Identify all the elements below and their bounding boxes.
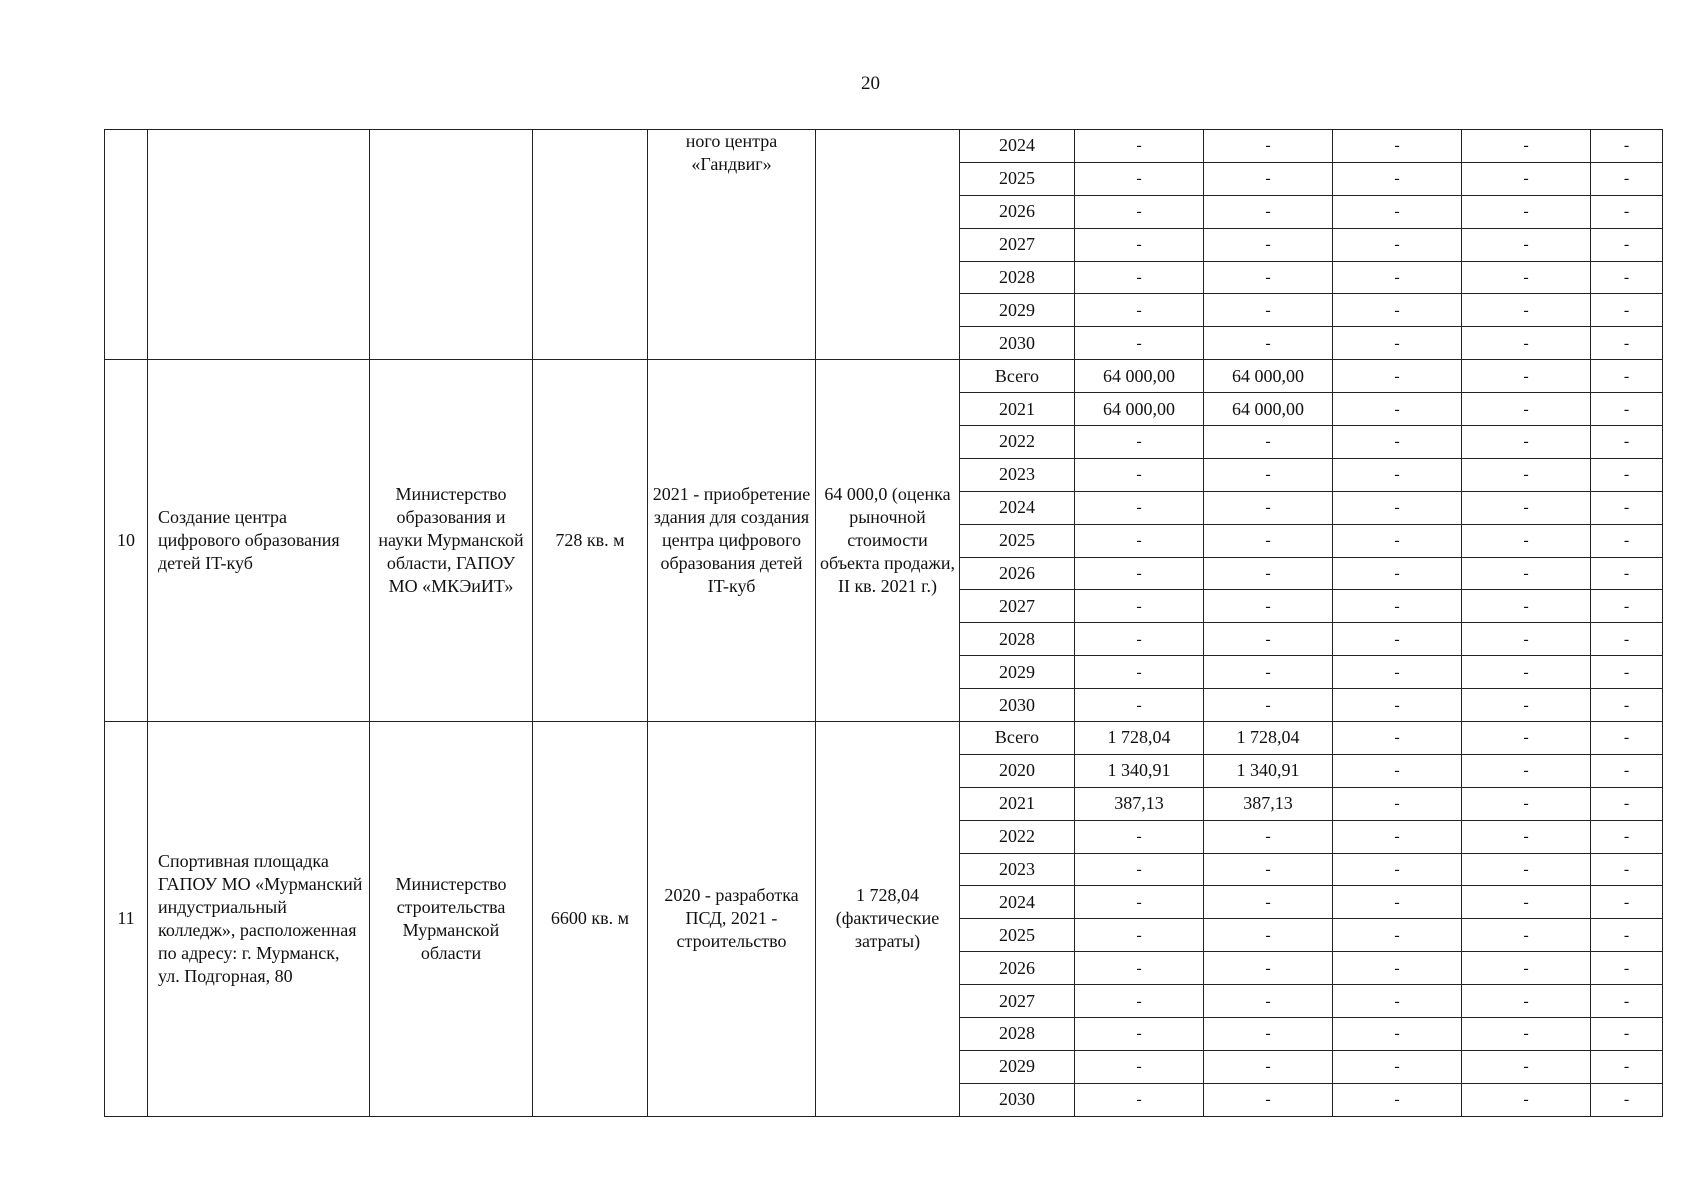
value-cell: - (1591, 590, 1663, 623)
value-cell: - (1462, 590, 1591, 623)
table-row (105, 360, 1663, 393)
value-cell: - (1462, 623, 1591, 656)
value-cell: - (1075, 261, 1204, 294)
year-cell: 2025 (960, 162, 1075, 195)
value-cell: - (1591, 919, 1663, 952)
value-cell: - (1333, 1083, 1462, 1116)
value-cell: - (1075, 820, 1204, 853)
value-cell: - (1462, 952, 1591, 985)
value-cell: - (1075, 458, 1204, 491)
object-name-cell: Спортивная площадка ГАПОУ МО «Мурманский индустриальный колледж», расположенная по адресу: г. Мурманск, ул. Подгорная, 80 (148, 722, 370, 1117)
table-row (105, 130, 1663, 163)
year-cell: 2029 (960, 1050, 1075, 1083)
value-cell: - (1075, 524, 1204, 557)
year-cell: Всего (960, 722, 1075, 755)
value-cell: - (1462, 261, 1591, 294)
object-name-cell: Создание центра цифрового образования детей IT-куб (148, 360, 370, 722)
cost-cell: 64 000,0 (оценка рыночной стоимости объекта продажи, II кв. 2021 г.) (816, 360, 960, 722)
value-cell: - (1333, 1018, 1462, 1051)
capacity-cell: 728 кв. м (533, 360, 648, 722)
value-cell: - (1462, 162, 1591, 195)
year-cell: 2027 (960, 228, 1075, 261)
value-cell: - (1591, 458, 1663, 491)
value-cell: - (1204, 261, 1333, 294)
value-cell: - (1204, 590, 1333, 623)
capacity-cell: 6600 кв. м (533, 722, 648, 1117)
year-cell: 2028 (960, 623, 1075, 656)
value-cell: - (1204, 952, 1333, 985)
year-cell: 2023 (960, 853, 1075, 886)
value-cell: - (1333, 327, 1462, 360)
value-cell: - (1591, 557, 1663, 590)
value-cell: - (1075, 228, 1204, 261)
responsible-cell: Министерство строительства Мурманской области (370, 722, 533, 1117)
value-cell: - (1075, 162, 1204, 195)
value-cell: - (1204, 228, 1333, 261)
year-cell: 2026 (960, 195, 1075, 228)
value-cell: - (1204, 162, 1333, 195)
value-cell: - (1462, 228, 1591, 261)
value-cell: - (1462, 656, 1591, 689)
value-cell: - (1591, 261, 1663, 294)
value-cell: - (1591, 952, 1663, 985)
value-cell: - (1075, 689, 1204, 722)
value-cell: - (1204, 853, 1333, 886)
value-cell: - (1462, 195, 1591, 228)
value-cell: - (1462, 491, 1591, 524)
value-cell: - (1462, 787, 1591, 820)
value-cell: - (1591, 886, 1663, 919)
value-cell: - (1333, 491, 1462, 524)
value-cell: - (1204, 294, 1333, 327)
value-cell: - (1591, 787, 1663, 820)
value-cell: - (1204, 327, 1333, 360)
value-cell: - (1462, 524, 1591, 557)
value-cell: - (1075, 590, 1204, 623)
value-cell: - (1075, 557, 1204, 590)
year-cell: 2021 (960, 393, 1075, 426)
year-cell: 2024 (960, 130, 1075, 163)
value-cell: - (1591, 1050, 1663, 1083)
value-cell: - (1075, 130, 1204, 163)
period-cell: 2021 - приобретение здания для создания центра цифрового образования детей IT-куб (648, 360, 816, 722)
value-cell: - (1204, 689, 1333, 722)
value-cell: - (1591, 360, 1663, 393)
value-cell: - (1591, 689, 1663, 722)
value-cell: - (1591, 393, 1663, 426)
value-cell: - (1462, 458, 1591, 491)
value-cell: - (1075, 623, 1204, 656)
year-cell: 2027 (960, 985, 1075, 1018)
value-cell: - (1462, 557, 1591, 590)
year-cell: 2020 (960, 754, 1075, 787)
object-name-cell (148, 130, 370, 360)
value-cell: - (1333, 360, 1462, 393)
value-cell: 387,13 (1204, 787, 1333, 820)
year-cell: 2030 (960, 1083, 1075, 1116)
value-cell: - (1204, 820, 1333, 853)
value-cell: - (1204, 491, 1333, 524)
value-cell: - (1333, 524, 1462, 557)
year-cell: 2027 (960, 590, 1075, 623)
value-cell: 1 340,91 (1204, 754, 1333, 787)
value-cell: - (1591, 985, 1663, 1018)
value-cell: - (1333, 195, 1462, 228)
value-cell: - (1333, 623, 1462, 656)
value-cell: - (1333, 656, 1462, 689)
value-cell: - (1333, 1050, 1462, 1083)
value-cell: - (1333, 722, 1462, 755)
value-cell: - (1462, 820, 1591, 853)
value-cell: 1 728,04 (1204, 722, 1333, 755)
value-cell: - (1591, 623, 1663, 656)
value-cell: - (1462, 919, 1591, 952)
investment-objects-table (104, 129, 1663, 1117)
value-cell: - (1333, 458, 1462, 491)
value-cell: - (1204, 886, 1333, 919)
value-cell: - (1462, 393, 1591, 426)
value-cell: - (1204, 1018, 1333, 1051)
value-cell: - (1591, 195, 1663, 228)
year-cell: 2029 (960, 294, 1075, 327)
value-cell: 1 340,91 (1075, 754, 1204, 787)
cost-cell (816, 130, 960, 360)
value-cell: - (1333, 557, 1462, 590)
value-cell: - (1333, 590, 1462, 623)
value-cell: - (1591, 1083, 1663, 1116)
value-cell: - (1462, 853, 1591, 886)
value-cell: - (1462, 689, 1591, 722)
value-cell: - (1333, 689, 1462, 722)
value-cell: - (1462, 294, 1591, 327)
year-cell: 2025 (960, 919, 1075, 952)
value-cell: - (1333, 820, 1462, 853)
value-cell: - (1075, 853, 1204, 886)
value-cell: - (1204, 130, 1333, 163)
value-cell: - (1204, 557, 1333, 590)
capacity-cell (533, 130, 648, 360)
value-cell: - (1204, 524, 1333, 557)
value-cell: - (1075, 327, 1204, 360)
year-cell: 2030 (960, 327, 1075, 360)
object-number-cell (105, 130, 148, 360)
value-cell: - (1075, 491, 1204, 524)
year-cell: 2029 (960, 656, 1075, 689)
value-cell: 64 000,00 (1075, 360, 1204, 393)
value-cell: - (1591, 524, 1663, 557)
value-cell: - (1333, 919, 1462, 952)
year-cell: 2025 (960, 524, 1075, 557)
year-cell: 2030 (960, 689, 1075, 722)
value-cell: - (1333, 162, 1462, 195)
value-cell: - (1075, 919, 1204, 952)
value-cell: - (1333, 952, 1462, 985)
table-body (105, 130, 1663, 1117)
value-cell: - (1462, 1083, 1591, 1116)
value-cell: - (1591, 130, 1663, 163)
year-cell: 2026 (960, 952, 1075, 985)
year-cell: 2022 (960, 426, 1075, 459)
value-cell: - (1462, 722, 1591, 755)
value-cell: - (1204, 458, 1333, 491)
value-cell: - (1462, 1050, 1591, 1083)
year-cell: 2028 (960, 261, 1075, 294)
value-cell: - (1333, 393, 1462, 426)
value-cell: - (1333, 130, 1462, 163)
value-cell: - (1591, 754, 1663, 787)
value-cell: - (1462, 1018, 1591, 1051)
value-cell: - (1333, 787, 1462, 820)
value-cell: - (1591, 1018, 1663, 1051)
value-cell: - (1591, 228, 1663, 261)
value-cell: - (1591, 491, 1663, 524)
object-number-cell: 10 (105, 360, 148, 722)
year-cell: 2024 (960, 491, 1075, 524)
value-cell: 64 000,00 (1075, 393, 1204, 426)
value-cell: - (1591, 426, 1663, 459)
value-cell: - (1204, 985, 1333, 1018)
value-cell: - (1333, 261, 1462, 294)
value-cell: - (1204, 195, 1333, 228)
value-cell: - (1333, 426, 1462, 459)
value-cell: - (1204, 919, 1333, 952)
year-cell: 2022 (960, 820, 1075, 853)
value-cell: - (1333, 294, 1462, 327)
year-cell: 2028 (960, 1018, 1075, 1051)
value-cell: - (1075, 656, 1204, 689)
value-cell: - (1075, 426, 1204, 459)
value-cell: - (1204, 426, 1333, 459)
value-cell: - (1333, 886, 1462, 919)
value-cell: - (1075, 985, 1204, 1018)
value-cell: 387,13 (1075, 787, 1204, 820)
value-cell: - (1462, 754, 1591, 787)
year-cell: 2024 (960, 886, 1075, 919)
period-cell: 2020 - разработка ПСД, 2021 - строительство (648, 722, 816, 1117)
value-cell: 64 000,00 (1204, 360, 1333, 393)
year-cell: 2021 (960, 787, 1075, 820)
year-cell: Всего (960, 360, 1075, 393)
value-cell: - (1462, 360, 1591, 393)
page-number: 20 (861, 73, 880, 94)
value-cell: - (1462, 886, 1591, 919)
value-cell: - (1204, 656, 1333, 689)
value-cell: - (1075, 952, 1204, 985)
value-cell: - (1591, 820, 1663, 853)
value-cell: - (1075, 294, 1204, 327)
value-cell: 1 728,04 (1075, 722, 1204, 755)
value-cell: - (1591, 853, 1663, 886)
value-cell: - (1333, 985, 1462, 1018)
table-row (105, 722, 1663, 755)
value-cell: - (1591, 722, 1663, 755)
value-cell: 64 000,00 (1204, 393, 1333, 426)
year-cell: 2026 (960, 557, 1075, 590)
value-cell: - (1333, 853, 1462, 886)
value-cell: - (1333, 228, 1462, 261)
value-cell: - (1204, 1083, 1333, 1116)
value-cell: - (1075, 1018, 1204, 1051)
value-cell: - (1462, 130, 1591, 163)
value-cell: - (1591, 294, 1663, 327)
value-cell: - (1462, 985, 1591, 1018)
value-cell: - (1204, 623, 1333, 656)
value-cell: - (1204, 1050, 1333, 1083)
object-number-cell: 11 (105, 722, 148, 1117)
year-cell: 2023 (960, 458, 1075, 491)
value-cell: - (1462, 426, 1591, 459)
value-cell: - (1075, 886, 1204, 919)
cost-cell: 1 728,04 (фактические затраты) (816, 722, 960, 1117)
value-cell: - (1333, 754, 1462, 787)
responsible-cell: Министерство образования и науки Мурманской области, ГАПОУ МО «МКЭиИТ» (370, 360, 533, 722)
value-cell: - (1075, 195, 1204, 228)
value-cell: - (1075, 1050, 1204, 1083)
value-cell: - (1462, 327, 1591, 360)
value-cell: - (1075, 1083, 1204, 1116)
responsible-cell (370, 130, 533, 360)
value-cell: - (1591, 162, 1663, 195)
period-cell: ного центра «Гандвиг» (648, 130, 816, 360)
value-cell: - (1591, 327, 1663, 360)
value-cell: - (1591, 656, 1663, 689)
